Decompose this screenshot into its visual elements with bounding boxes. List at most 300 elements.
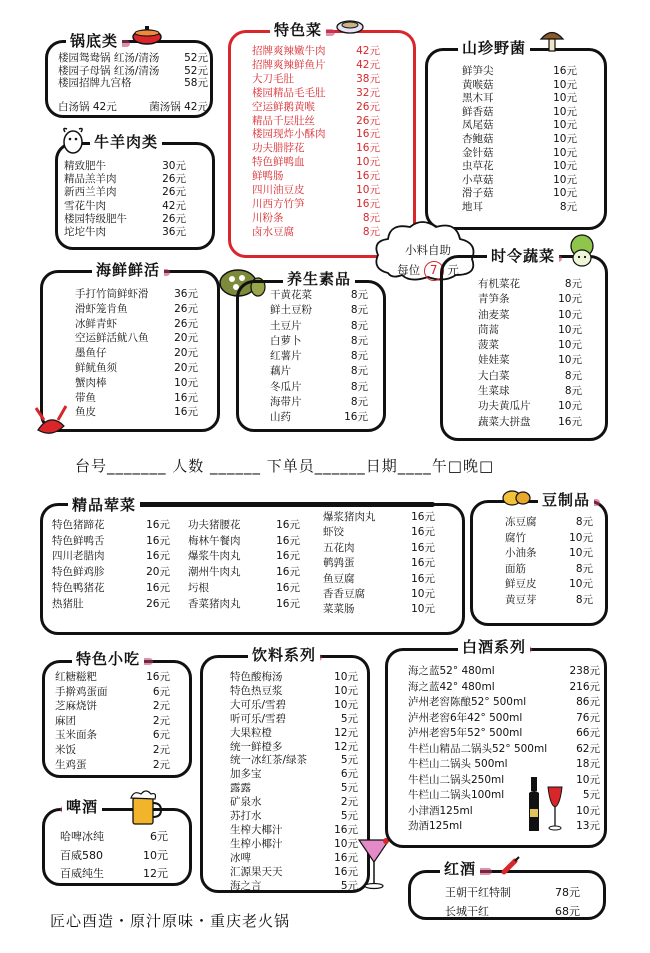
- menu-item: [52, 534, 170, 550]
- menu-item: [252, 101, 380, 115]
- menu-item-price: 16元: [276, 581, 300, 594]
- menu-item-price: 26元: [356, 114, 380, 127]
- menu-item-price: 10元: [411, 603, 435, 616]
- menu-item-price: 68元: [555, 905, 580, 918]
- menu-item: [445, 883, 580, 902]
- menu-item-price: 26元: [162, 173, 186, 186]
- menu-item-name: 菜菜肠: [323, 603, 355, 616]
- menu-item-name: 鲜豆皮: [505, 578, 537, 591]
- menu-item-price: 16元: [146, 519, 170, 531]
- snack-list: [55, 670, 170, 772]
- menu-item-name: 汇源果天天: [230, 865, 283, 878]
- menu-item: [323, 572, 435, 587]
- menu-item-price: 20元: [174, 332, 198, 345]
- menu-item: [252, 128, 380, 142]
- menu-item-name: 腐竹: [505, 531, 526, 544]
- menu-item: [252, 45, 380, 59]
- seafood-title: 海鲜鲜活: [92, 259, 164, 280]
- menu-item-price: 26元: [174, 317, 198, 330]
- menu-item: [58, 52, 208, 65]
- menu-item: [445, 902, 580, 921]
- menu-item-price: 26元: [162, 186, 186, 199]
- menu-item-price: 2元: [152, 714, 170, 727]
- menu-item: [270, 288, 368, 303]
- menu-item: [230, 754, 358, 768]
- menu-item: [188, 518, 300, 534]
- menu-item-name: 冬瓜片: [270, 380, 302, 393]
- menu-item: [478, 369, 582, 384]
- menu-item-price: 16元: [276, 519, 300, 531]
- menu-item-price: 10元: [553, 146, 577, 159]
- menu-item-price: 16元: [553, 65, 577, 77]
- menu-item-name: 泸州老窖6年42° 500ml: [408, 711, 523, 724]
- menu-item-name: 手打竹筒鲜虾滑: [75, 288, 149, 300]
- menu-item-name: 牛栏山二锅头100ml: [408, 789, 505, 801]
- menu-item-name: 梅林午餐肉: [188, 534, 241, 547]
- menu-item-name: 坨坨牛肉: [64, 226, 106, 239]
- menu-item-name: 青笋条: [478, 293, 510, 306]
- menu-item: [230, 852, 358, 866]
- menu-item: [230, 796, 358, 810]
- menu-item-name: 统一冰红茶/绿茶: [230, 754, 308, 767]
- menu-item-price: 2元: [152, 758, 170, 771]
- menu-item: [270, 380, 368, 395]
- menu-item-name: 鲜香菇: [462, 105, 494, 118]
- menu-item-price: 8元: [559, 200, 577, 213]
- menu-item-price: 52元: [184, 64, 208, 77]
- menu-item-name: 四川老腊肉: [52, 550, 105, 563]
- menu-item-name: 百威580: [60, 848, 103, 862]
- drinks-list: [230, 671, 358, 894]
- menu-item-name: 虾饺: [323, 526, 344, 539]
- menu-item-price: 10元: [576, 804, 600, 817]
- menu-item-price: 10元: [558, 308, 582, 321]
- menu-item: [75, 376, 198, 391]
- menu-item-name: 楼园招牌九宫格: [58, 77, 132, 90]
- menu-item-name: 卤水豆腐: [252, 225, 294, 238]
- menu-item-name: 楼园子母锅 红汤/清汤: [58, 64, 160, 77]
- menu-item: [323, 510, 435, 525]
- menu-item-price: 238元: [569, 665, 600, 677]
- menu-item: [408, 819, 600, 835]
- menu-item-price: 18元: [576, 758, 600, 770]
- menu-item-price: 16元: [276, 550, 300, 563]
- menu-item-price: 10元: [569, 531, 593, 544]
- menu-item-price: 36元: [174, 288, 198, 300]
- menu-item-price: 8元: [575, 562, 593, 575]
- menu-item-name: 芝麻烧饼: [55, 700, 97, 713]
- menu-item: [478, 292, 582, 307]
- menu-item: [478, 277, 582, 292]
- menu-item: [188, 534, 300, 550]
- menu-item: [408, 726, 600, 742]
- menu-item-name: 潮州牛肉丸: [188, 566, 241, 579]
- menu-item: [75, 331, 198, 346]
- menu-item-price: 16元: [558, 415, 582, 428]
- menu-item-price: 6元: [150, 830, 168, 843]
- health-list: [270, 288, 368, 426]
- meat-col2: [188, 518, 300, 612]
- menu-item-name: 米饭: [55, 743, 76, 756]
- menu-item-price: 16元: [334, 865, 358, 878]
- menu-item-price: 216元: [569, 680, 600, 693]
- menu-item-price: 16元: [356, 128, 380, 141]
- menu-item: [408, 788, 600, 804]
- menu-item-name: 玉米面条: [55, 729, 97, 742]
- menu-item: [55, 758, 170, 773]
- menu-item: [462, 65, 577, 79]
- menu-item-price: 16元: [344, 411, 368, 424]
- menu-item: [75, 302, 198, 317]
- meat-col1: [52, 518, 170, 612]
- menu-item-name: 鲜鱿鱼须: [75, 361, 117, 374]
- menu-item-name: 特色酸梅汤: [230, 671, 283, 683]
- menu-item-name: 川西方竹笋: [252, 197, 305, 210]
- beef-list: [64, 160, 186, 239]
- menu-item-price: 26元: [146, 597, 170, 610]
- menu-item-name: 招牌爽辣嫩牛肉: [252, 45, 326, 57]
- menu-item-price: 12元: [334, 726, 358, 739]
- menu-item-price: 8元: [362, 211, 380, 224]
- menu-item-price: 16元: [276, 597, 300, 610]
- menu-item-name: 带鱼: [75, 391, 96, 404]
- menu-item-price: 16元: [334, 823, 358, 836]
- menu-item: [505, 515, 593, 531]
- menu-item: [270, 395, 368, 410]
- menu-item-price: 10元: [553, 78, 577, 91]
- menu-item-name: 泸州老窖5年52° 500ml: [408, 727, 523, 739]
- menu-item-name: 金针菇: [462, 146, 494, 159]
- menu-item-price: 10元: [569, 578, 593, 591]
- menu-item-name: 菠菜: [478, 339, 499, 352]
- drinks-title: 饮料系列: [248, 644, 320, 665]
- menu-item-price: 8元: [564, 369, 582, 382]
- sauce-line1: 小料自助: [405, 243, 451, 257]
- menu-item-price: 8元: [575, 593, 593, 606]
- menu-item-name: 楼园现炸小酥肉: [252, 128, 326, 141]
- menu-item: [188, 565, 300, 581]
- menu-item-price: 16元: [356, 197, 380, 210]
- menu-item-name: 麻团: [55, 714, 76, 727]
- menu-item-name: 山药: [270, 411, 291, 424]
- menu-item-price: 16元: [276, 534, 300, 547]
- menu-item-name: 滑子菇: [462, 187, 494, 200]
- menu-item-price: 42元: [356, 45, 380, 57]
- menu-item-price: 16元: [411, 541, 435, 554]
- menu-item: [323, 602, 435, 617]
- menu-item-price: 10元: [553, 119, 577, 132]
- menu-item-name: 苏打水: [230, 810, 262, 823]
- menu-item-name: 冰啤: [230, 851, 251, 864]
- menu-item-price: 8元: [350, 350, 368, 363]
- menu-item-price: 2元: [152, 700, 170, 713]
- menu-item-name: 五花肉: [323, 541, 355, 554]
- menu-item-name: 牛栏山二锅头250ml: [408, 773, 505, 786]
- menu-item-price: 8元: [350, 304, 368, 317]
- menu-item: [60, 828, 168, 847]
- menu-item-name: 泸州老窖陈酿52° 500ml: [408, 696, 527, 708]
- menu-item-price: 10元: [569, 547, 593, 560]
- menu-item-name: 生菜球: [478, 385, 510, 398]
- menu-item-price: 8元: [350, 289, 368, 301]
- menu-item-name: 油麦菜: [478, 308, 510, 321]
- wine-list: [445, 883, 580, 921]
- menu-item-price: 10元: [558, 400, 582, 413]
- menu-item-name: 冻豆腐: [505, 516, 537, 528]
- menu-item: [58, 65, 208, 78]
- menu-item-name: 小草菇: [462, 173, 494, 186]
- beer-mug-icon: [128, 788, 164, 828]
- health-title: 养生素品: [283, 268, 355, 289]
- menu-item-price: 16元: [146, 671, 170, 683]
- menu-item: [230, 866, 358, 880]
- special-title: 特色菜: [270, 19, 326, 40]
- menu-item-price: 5元: [340, 782, 358, 795]
- menu-item-name: 百威纯生: [60, 867, 104, 880]
- menu-item: [230, 880, 358, 894]
- menu-item: [323, 556, 435, 571]
- menu-item-name: 哈啤冰纯: [60, 830, 104, 843]
- veg-title: 时令蔬菜: [487, 245, 559, 266]
- menu-item-price: 38元: [356, 72, 380, 85]
- menu-item-name: 墨鱼仔: [75, 347, 107, 360]
- menu-item-name: 鱼豆腐: [323, 572, 355, 585]
- menu-item: [52, 549, 170, 565]
- liquor-list: [408, 664, 600, 835]
- menu-item-name: 鲜笋尖: [462, 65, 494, 77]
- menu-item-name: 地耳: [462, 200, 483, 213]
- red-wine-icon: [500, 854, 522, 876]
- menu-item-name: 特色热豆浆: [230, 684, 283, 697]
- menu-item-price: 10元: [553, 187, 577, 200]
- snack-title: 特色小吃: [72, 648, 144, 669]
- menu-item-name: 鱼皮: [75, 406, 96, 419]
- menu-item: [64, 186, 186, 199]
- menu-item-price: 10元: [558, 293, 582, 306]
- menu-item: [52, 581, 170, 597]
- menu-item-price: 78元: [555, 886, 580, 899]
- menu-item: [75, 287, 198, 302]
- menu-item-price: 12元: [334, 740, 358, 753]
- menu-item: [462, 133, 577, 147]
- menu-item-price: 10元: [356, 156, 380, 169]
- menu-item-price: 8元: [564, 278, 582, 290]
- menu-item: [230, 671, 358, 685]
- menu-item-name: 大刀毛肚: [252, 72, 294, 85]
- menu-item-price: 10元: [553, 160, 577, 173]
- menu-item-price: 16元: [174, 391, 198, 404]
- menu-item-name: 特色鲜鸭舌: [52, 534, 105, 547]
- menu-item-price: 58元: [184, 77, 208, 90]
- menu-item: [188, 597, 300, 613]
- menu-item: [478, 338, 582, 353]
- menu-item: [75, 361, 198, 376]
- menu-item-price: 5元: [340, 810, 358, 823]
- menu-item-name: 茼蒿: [478, 323, 499, 336]
- menu-item-name: 加多宝: [230, 768, 262, 781]
- bean-icon: [500, 486, 532, 508]
- menu-item-name: 娃娃菜: [478, 354, 510, 367]
- mushroom-list: [462, 65, 577, 215]
- menu-item-price: 10元: [334, 698, 358, 711]
- menu-item-name: 蔬菜大拼盘: [478, 415, 531, 428]
- menu-item: [52, 518, 170, 534]
- menu-item-name: 新西兰羊肉: [64, 186, 117, 199]
- menu-item: [230, 685, 358, 699]
- menu-item-name: 白萝卜: [270, 334, 302, 347]
- menu-item-price: 6元: [152, 729, 170, 742]
- menu-item-name: 鲜鸭肠: [252, 170, 284, 183]
- menu-item: [55, 714, 170, 729]
- menu-item: [462, 79, 577, 93]
- menu-item-price: 16元: [146, 550, 170, 563]
- menu-item-price: 16元: [146, 534, 170, 547]
- menu-item: [323, 541, 435, 556]
- menu-item-price: 36元: [162, 226, 186, 239]
- menu-item-price: 16元: [276, 566, 300, 579]
- menu-item-price: 42元: [356, 58, 380, 71]
- menu-item: [505, 577, 593, 593]
- menu-item: [462, 119, 577, 133]
- menu-item-price: 8元: [350, 380, 368, 393]
- cocktail-icon: [356, 836, 392, 892]
- meat-title: 精品荤菜: [68, 494, 140, 515]
- menu-item: [270, 303, 368, 318]
- menu-item: [323, 525, 435, 540]
- menu-item: [478, 399, 582, 414]
- menu-item: [462, 160, 577, 174]
- cabbage-icon: [566, 232, 598, 270]
- menu-item-name: 特色猪蹄花: [52, 519, 105, 531]
- menu-item-name: 精品羔羊肉: [64, 173, 117, 186]
- hotpot-title: 锅底类: [66, 30, 122, 51]
- menu-item: [64, 213, 186, 226]
- menu-item: [252, 87, 380, 101]
- menu-item-price: 16元: [411, 557, 435, 570]
- menu-item-price: 16元: [411, 572, 435, 585]
- menu-item-price: 10元: [553, 92, 577, 105]
- menu-item-name: 土豆片: [270, 319, 302, 332]
- menu-item-name: 四川油豆皮: [252, 184, 305, 197]
- hotpot-extra: 白汤锅 42元 菌汤锅 42元: [58, 101, 208, 113]
- menu-item-name: 黄喉菇: [462, 78, 494, 91]
- liquor-title: 白酒系列: [458, 636, 530, 657]
- menu-item: [230, 727, 358, 741]
- menu-item: [408, 664, 600, 680]
- menu-item: [60, 865, 168, 884]
- menu-item-price: 16元: [174, 406, 198, 419]
- menu-item: [478, 384, 582, 399]
- menu-item-name: 雪花牛肉: [64, 199, 106, 212]
- menu-item-price: 76元: [576, 711, 600, 724]
- menu-item-name: 香香豆腐: [323, 588, 365, 601]
- menu-item-price: 26元: [356, 100, 380, 113]
- menu-item: [64, 226, 186, 239]
- menu-item-price: 20元: [174, 347, 198, 360]
- menu-item-price: 86元: [576, 696, 600, 708]
- menu-item-price: 12元: [143, 867, 168, 880]
- special-list: [252, 45, 380, 240]
- menu-item: [188, 549, 300, 565]
- menu-item: [252, 156, 380, 170]
- menu-item-price: 5元: [340, 879, 358, 892]
- menu-item-price: 5元: [340, 754, 358, 767]
- menu-item-price: 30元: [162, 160, 186, 172]
- menu-item: [252, 73, 380, 87]
- menu-item-price: 16元: [356, 170, 380, 183]
- menu-item-price: 10元: [558, 339, 582, 352]
- menu-item-price: 20元: [174, 361, 198, 374]
- menu-item: [270, 364, 368, 379]
- menu-item-name: 精致肥牛: [64, 160, 106, 172]
- menu-item: [252, 170, 380, 184]
- beer-list: [60, 828, 168, 884]
- menu-item: [52, 565, 170, 581]
- menu-item-price: 16元: [334, 851, 358, 864]
- bean-list: [505, 515, 593, 609]
- menu-item-name: 手擀鸡蛋面: [55, 685, 108, 698]
- menu-item-price: 10元: [334, 837, 358, 850]
- menu-item-name: 生榨小椰汁: [230, 837, 283, 850]
- hotpot-list: [58, 52, 208, 90]
- menu-item: [252, 226, 380, 240]
- menu-item-name: 楼园特级肥牛: [64, 212, 127, 225]
- menu-item-name: 海之言: [230, 879, 262, 892]
- menu-item: [462, 92, 577, 106]
- menu-item-price: 32元: [356, 86, 380, 99]
- menu-item-name: 虫草花: [462, 160, 494, 173]
- menu-item: [270, 349, 368, 364]
- menu-item-name: 功夫猪腰花: [188, 519, 241, 531]
- menu-item: [505, 531, 593, 547]
- menu-item-price: 10元: [553, 132, 577, 145]
- menu-item-price: 10元: [553, 173, 577, 186]
- menu-item: [478, 323, 582, 338]
- menu-item: [270, 410, 368, 425]
- menu-item: [252, 59, 380, 73]
- menu-item-price: 16元: [411, 511, 435, 523]
- menu-item: [64, 200, 186, 213]
- menu-item-price: 8元: [350, 365, 368, 378]
- menu-item: [230, 782, 358, 796]
- menu-item-name: 大果粒橙: [230, 726, 272, 739]
- menu-item-name: 生鸡蛋: [55, 758, 87, 771]
- menu-item: [75, 346, 198, 361]
- menu-item: [505, 562, 593, 578]
- order-line: 台号_______ 人数 ______ 下单员______日期____午□晚□: [75, 457, 495, 475]
- menu-item-name: 黄豆芽: [505, 593, 537, 606]
- menu-item: [408, 804, 600, 820]
- menu-item-price: 8元: [564, 385, 582, 398]
- menu-item: [270, 334, 368, 349]
- menu-item-name: 统一鲜橙多: [230, 740, 283, 753]
- menu-item: [230, 824, 358, 838]
- menu-item: [230, 768, 358, 782]
- beef-title: 牛羊肉类: [90, 131, 162, 152]
- menu-item-name: 矿泉水: [230, 796, 262, 809]
- menu-item-price: 20元: [146, 566, 170, 579]
- menu-item-name: 蟹肉棒: [75, 376, 107, 389]
- menu-item-name: 海之蓝42° 480ml: [408, 680, 495, 693]
- menu-item: [252, 198, 380, 212]
- seafood-list: [75, 287, 198, 420]
- menu-item: [230, 713, 358, 727]
- menu-item-price: 66元: [576, 727, 600, 739]
- menu-item-price: 10元: [558, 323, 582, 336]
- menu-item: [60, 847, 168, 866]
- menu-item: [408, 711, 600, 727]
- menu-item: [478, 353, 582, 368]
